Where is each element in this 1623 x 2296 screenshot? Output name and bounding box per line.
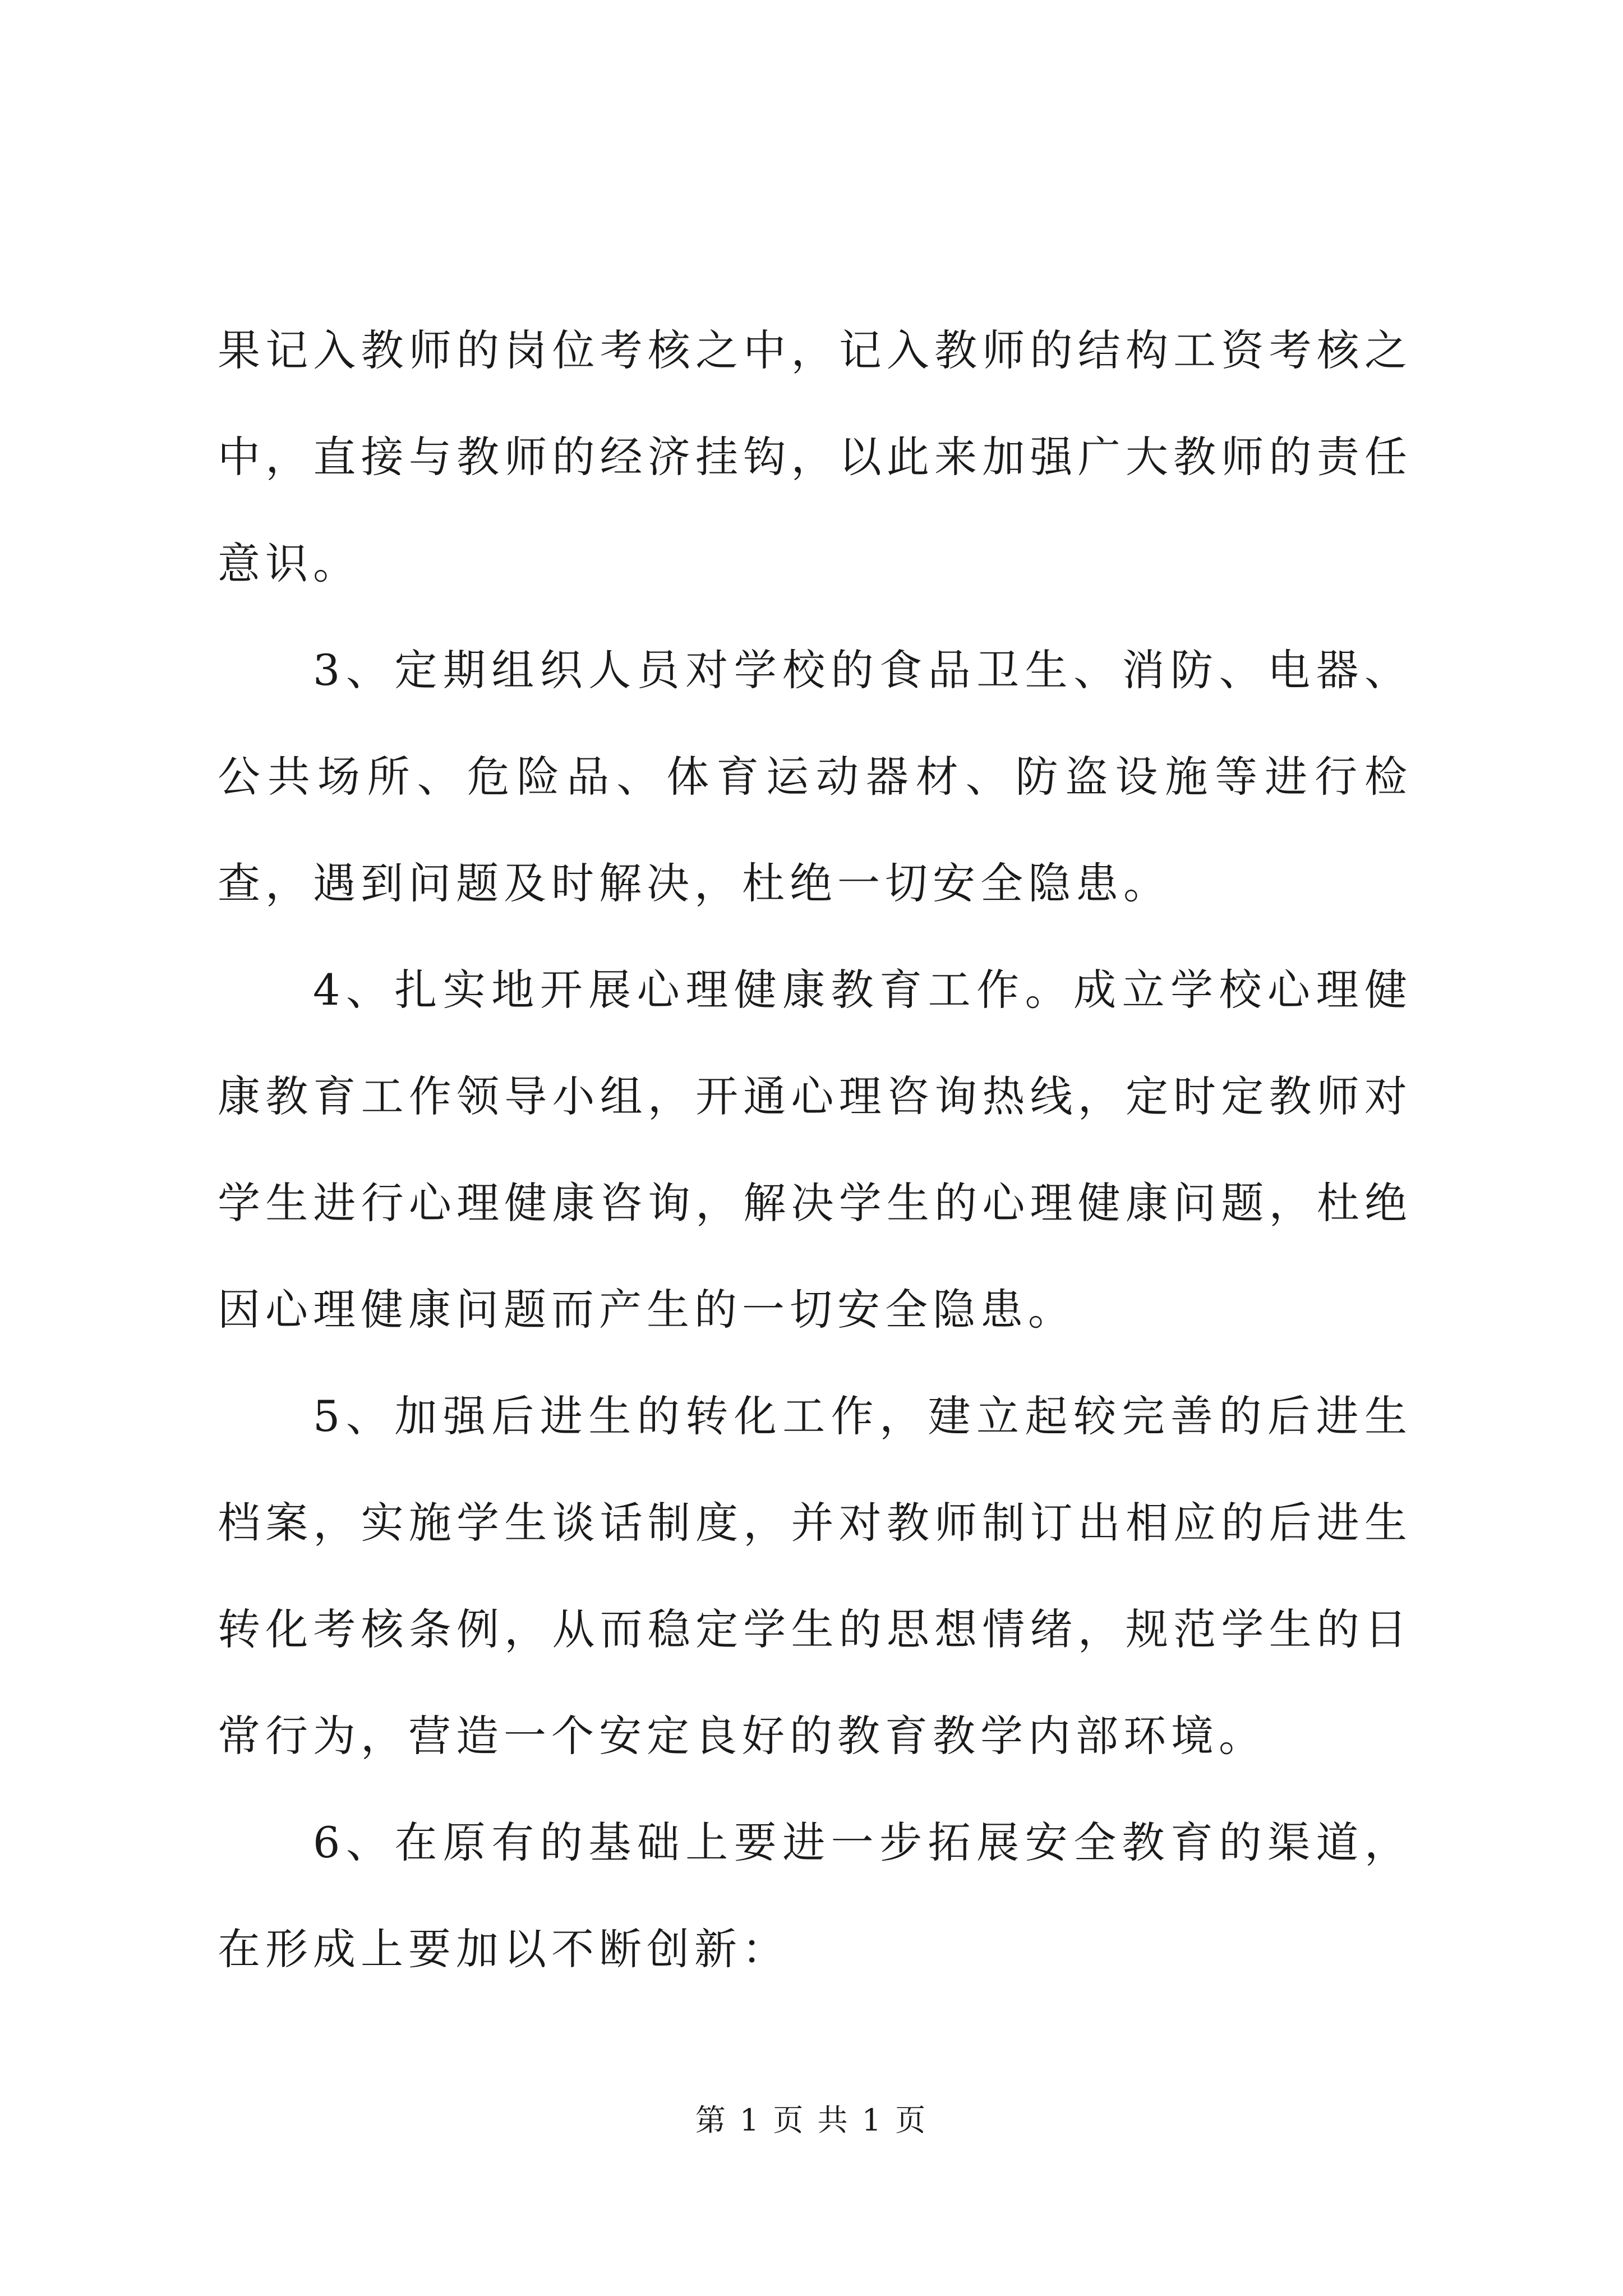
paragraph-5: 6、在原有的基础上要进一步拓展安全教育的渠道，在形成上要加以不断创新：: [218, 1818, 1412, 1974]
document-body: [218, 297, 1412, 2003]
paragraph-3: 4、扎实地开展心理健康教育工作。成立学校心理健康教育工作领导小组，开通心理咨询热线，定时定教师对学生进行心理健康咨询，解决学生的心理健康问题，杜绝因心理健康问题而产生的一切安全隐患。: [218, 965, 1412, 1335]
paragraph-2: 3、定期组织人员对学校的食品卫生、消防、电器、公共场所、危险品、体育运动器材、防盗设施等进行检查，遇到问题及时解决，杜绝一切安全隐患。: [218, 645, 1412, 908]
paragraph-4: 5、加强后进生的转化工作，建立起较完善的后进生档案，实施学生谈话制度，并对教师制订出相应的后进生转化考核条例，从而稳定学生的思想情绪，规范学生的日常行为，营造一个安定良好的教育教学内部环境。: [218, 1391, 1412, 1761]
page-number-footer: 第 1 页 共 1 页: [695, 2102, 928, 2138]
paragraph-1: 果记入教师的岗位考核之中，记入教师的结构工资考核之中，直接与教师的经济挂钩，以此来加强广大教师的责任意识。: [218, 325, 1412, 588]
